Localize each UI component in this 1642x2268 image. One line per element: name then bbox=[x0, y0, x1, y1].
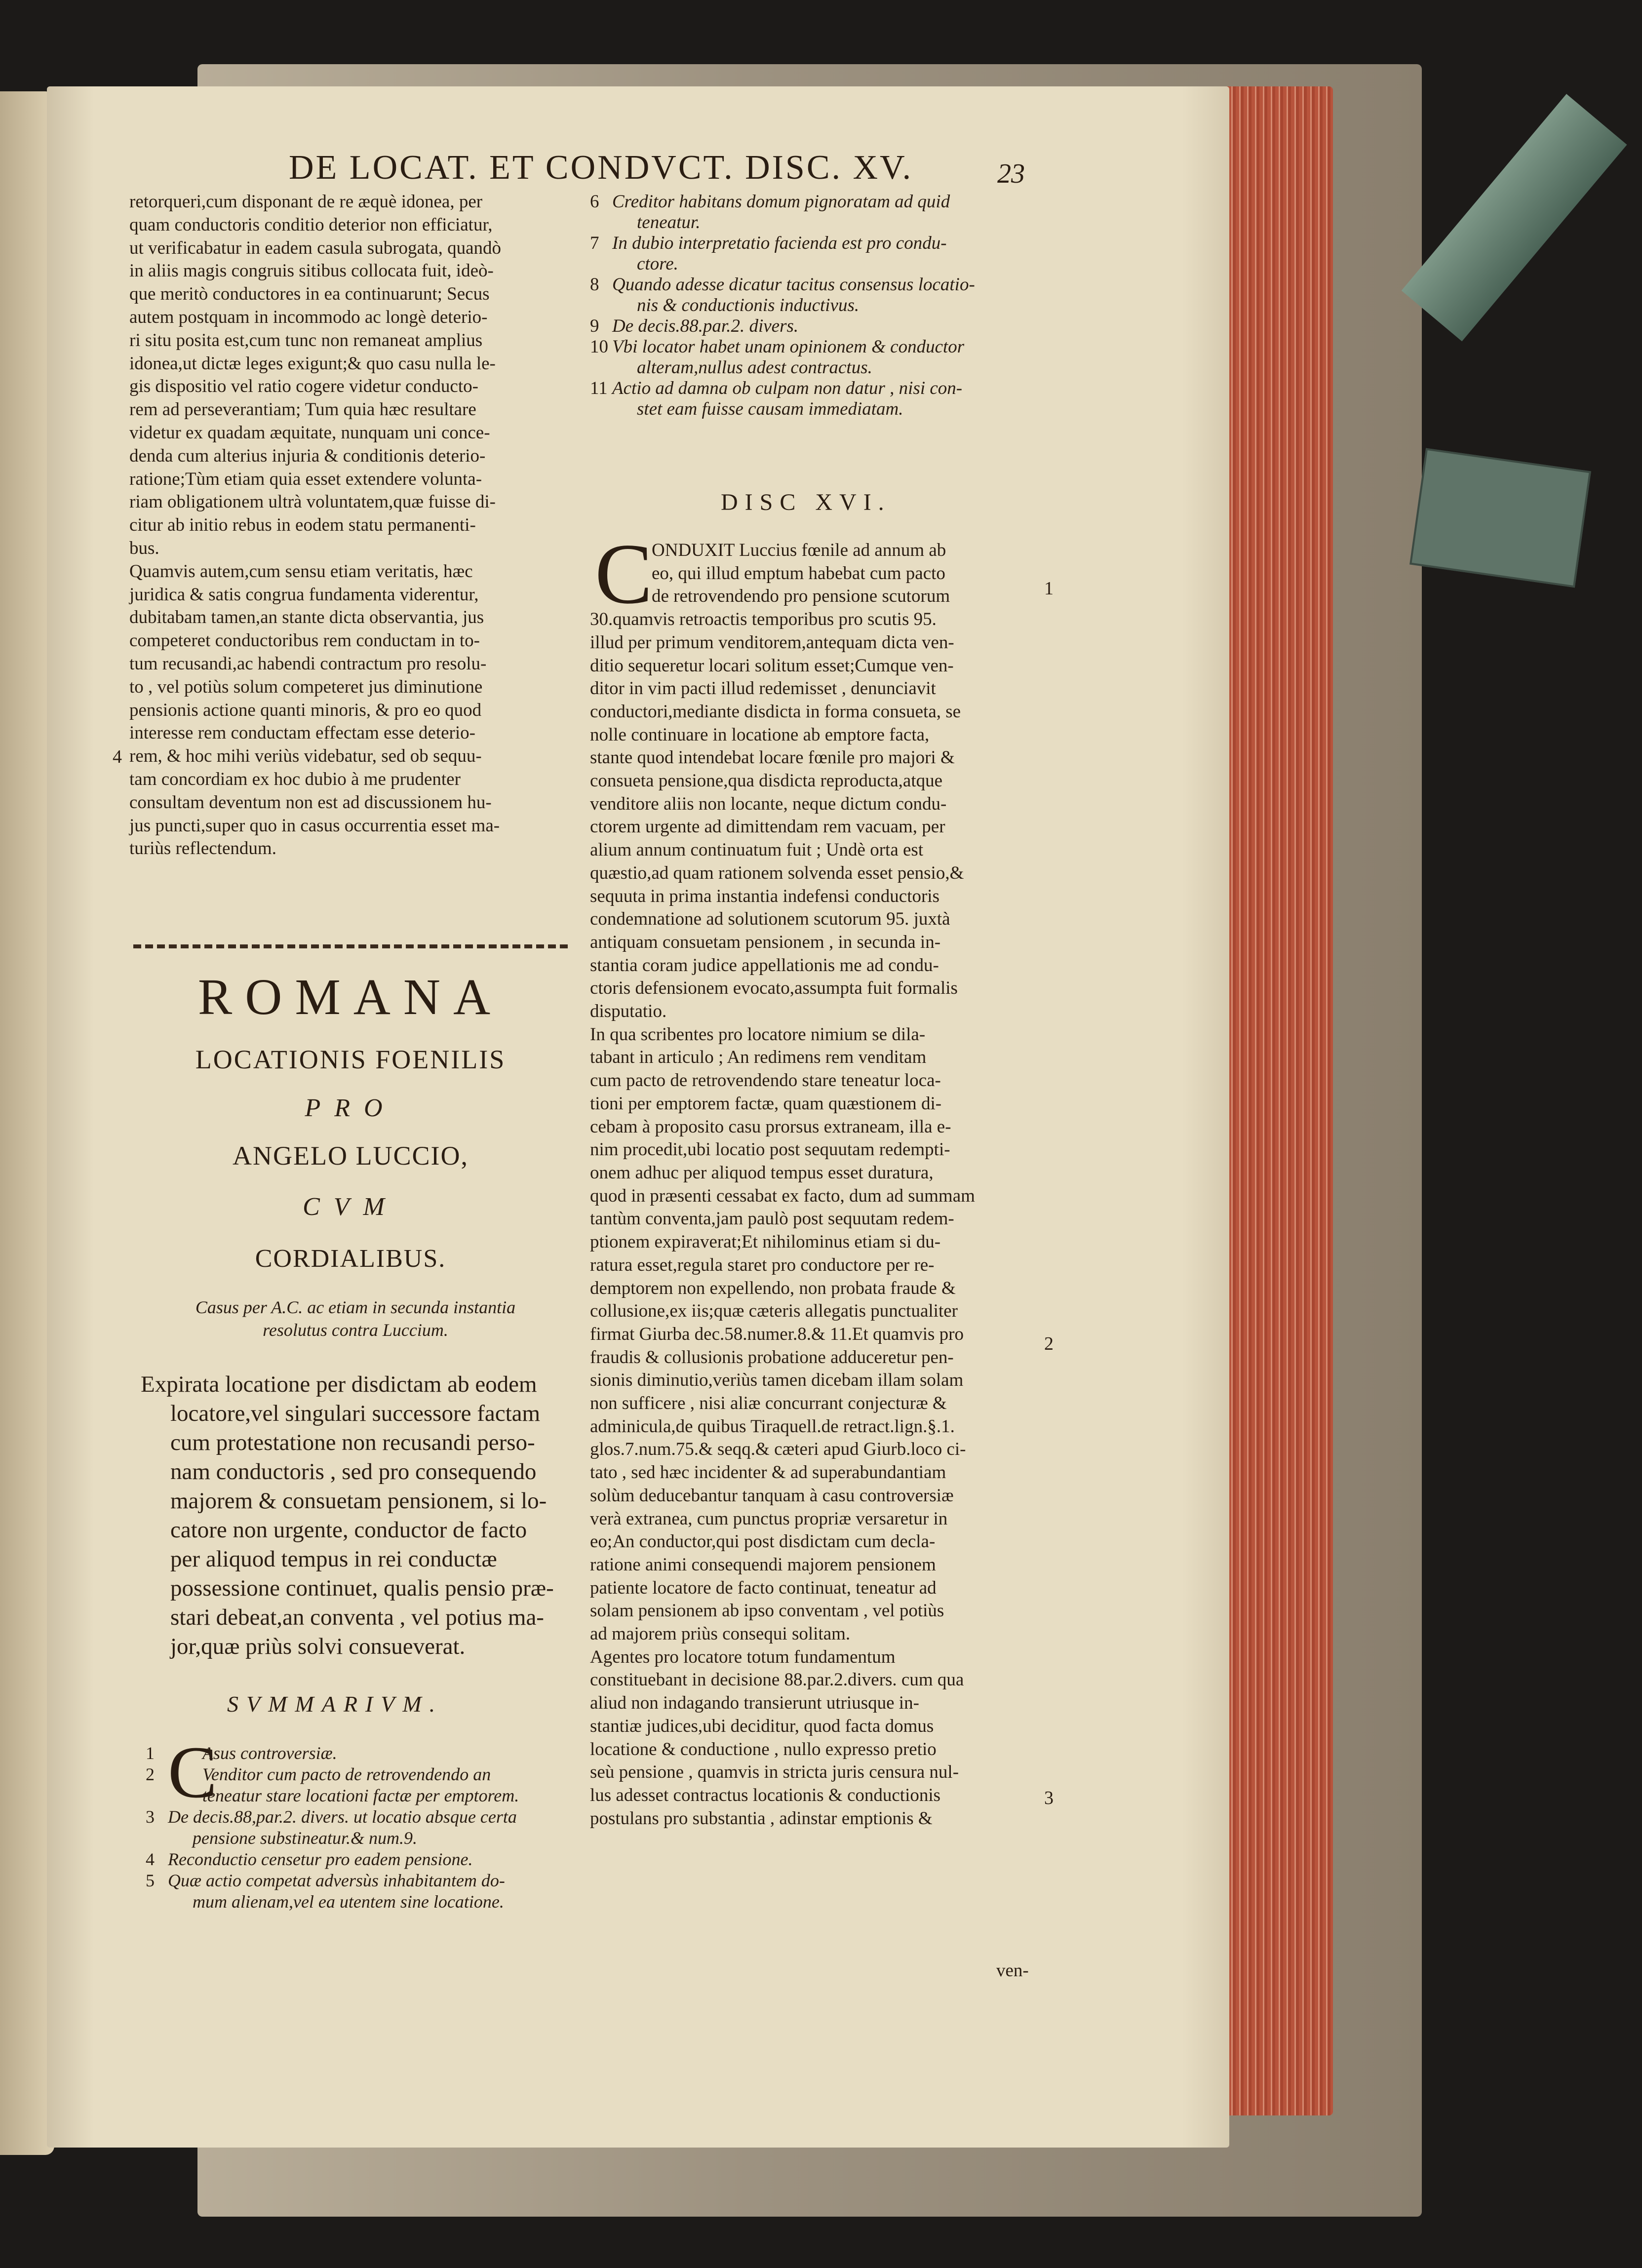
text-line: interesse rem conductam effectam esse deterio- bbox=[129, 723, 475, 743]
summarium-item bbox=[590, 337, 1034, 378]
summarium-item bbox=[590, 378, 1034, 420]
text-line: quæstio,ad quam rationem solvenda esset pensio,& bbox=[590, 862, 964, 883]
summarium-item bbox=[146, 1870, 575, 1913]
text-line: sionis diminutio,veriùs tamen dicebam illam solam bbox=[590, 1370, 964, 1391]
item-number: 3 bbox=[146, 1807, 155, 1827]
margin-number: 3 bbox=[1044, 1788, 1054, 1808]
text-line: nam conductoris , sed pro consequendo bbox=[170, 1459, 537, 1485]
text-line: solùm deducebantur tanquam à casu controversiæ bbox=[590, 1485, 954, 1506]
text-line: tato , sed hæc incidenter & ad superabundantiam bbox=[590, 1462, 946, 1483]
text-line: condemnatione ad solutionem scutorum 95. juxtà bbox=[590, 909, 950, 930]
summarium-list bbox=[146, 1743, 575, 1913]
text-line: verà extranea, cum punctus propriæ versaretur in bbox=[590, 1508, 948, 1529]
item-text: teneatur. bbox=[637, 212, 701, 233]
item-number: 1 bbox=[146, 1743, 155, 1763]
item-text: alteram,nullus adest contractus. bbox=[637, 357, 872, 378]
text-line: cebam à proposito casu prorsus extraneam, illa e- bbox=[590, 1116, 951, 1137]
text-line: bus. bbox=[129, 538, 159, 558]
text-line: competeret conductoribus rem conductam in to- bbox=[129, 630, 480, 651]
text-line: cum pacto de retrovendendo stare teneatur loca- bbox=[590, 1070, 941, 1091]
margin-number: 1 bbox=[1044, 578, 1054, 599]
summarium-item bbox=[146, 1849, 575, 1870]
margin-number: 4 bbox=[113, 746, 122, 767]
item-number: 6 bbox=[590, 192, 599, 212]
text-line: ptionem expiraverat;Et nihilominus etiam si du- bbox=[590, 1232, 941, 1252]
item-text: mum alienam,vel ea utentem sine locatione. bbox=[193, 1892, 504, 1912]
item-number: 8 bbox=[590, 274, 599, 295]
casus-note: Casus per A.C. ac etiam in secunda instantia resolutus contra Luccium. bbox=[195, 1297, 516, 1340]
text-line: venditore aliis non locante, neque dictum condu- bbox=[590, 793, 947, 814]
summarium-item bbox=[146, 1743, 575, 1764]
item-text: Vbi locator habet unam opinionem & conductor bbox=[612, 337, 965, 357]
text-line: glos.7.num.75.& seqq.& cæteri apud Giurb.loco ci- bbox=[590, 1439, 966, 1460]
section-divider bbox=[133, 944, 568, 948]
text-line: jor,quæ priùs solvi consueverat. bbox=[170, 1634, 466, 1659]
text-line: nolle continuare in locatione ab emptore facta, bbox=[590, 724, 930, 745]
text-line: tioni per emptorem factæ, quam quæstionem di- bbox=[590, 1093, 942, 1114]
text-line: tabant in articulo ; An redimens rem venditam bbox=[590, 1047, 927, 1068]
item-text: Quæ actio competat adversùs inhabitantem do- bbox=[168, 1871, 505, 1890]
summarium-item bbox=[590, 233, 1034, 274]
item-text: Venditor cum pacto de retrovendendo an bbox=[202, 1764, 491, 1784]
item-number: 7 bbox=[590, 233, 599, 253]
text-line: Quamvis autem,cum sensu etiam veritatis, hæc bbox=[129, 561, 473, 582]
item-number: 9 bbox=[590, 316, 599, 336]
summarium-item bbox=[146, 1764, 575, 1806]
text-line: autem postquam in incommodo ac longè deterio- bbox=[129, 307, 488, 327]
text-line: disputatio. bbox=[590, 1001, 667, 1022]
text-line: juridica & satis congrua fundamenta viderentur, bbox=[129, 584, 479, 605]
text-line: ratione animi consequendi majorem pensionem bbox=[590, 1554, 936, 1575]
item-text: In dubio interpretatio facienda est pro condu- bbox=[612, 233, 947, 253]
text-line: ut verificabatur in eadem casula subrogata, quandò bbox=[129, 237, 502, 258]
case-cum: CVM bbox=[303, 1193, 398, 1221]
text-line: postulans pro substantia , adinstar emptionis & bbox=[590, 1808, 933, 1829]
text-line: consueta pensione,qua disdicta reproducta,atque bbox=[590, 771, 943, 791]
metal-clasp-strap bbox=[1402, 94, 1627, 341]
text-line: ctorem urgente ad dimittendam rem vacuam, per bbox=[590, 817, 945, 837]
text-line: adminicula,de quibus Tiraquell.de retract.lign.§.1. bbox=[590, 1416, 955, 1437]
text-line: rem, & hoc mihi veriùs videbatur, sed ob sequu- bbox=[129, 746, 482, 767]
summarium-list-continued bbox=[590, 192, 1034, 420]
left-column-text bbox=[129, 191, 574, 860]
item-number: 2 bbox=[146, 1764, 155, 1784]
item-text: Reconductio censetur pro eadem pensione. bbox=[168, 1849, 473, 1869]
text-line: patiente locatore de facto continuat, teneatur ad bbox=[590, 1577, 937, 1598]
text-line: solam pensionem ab ipso conventam , vel potiùs bbox=[590, 1601, 944, 1621]
text-line: locatore,vel singulari successore factam bbox=[170, 1401, 541, 1426]
text-line: ad majorem priùs consequi solitam. bbox=[590, 1624, 851, 1644]
item-text: stet eam fuisse causam immediatam. bbox=[637, 399, 903, 419]
right-column-text bbox=[590, 539, 1034, 1830]
text-line: per aliquod tempus in rei conductæ bbox=[170, 1546, 497, 1572]
item-text: pensione substineatur.& num.9. bbox=[193, 1828, 417, 1848]
text-line: idonea,ut dictæ leges exigunt;& quo casu nulla le- bbox=[129, 353, 496, 374]
text-line: constituebant in decisione 88.par.2.divers. cum qua bbox=[590, 1670, 964, 1690]
text-line: consultam deventum non est ad discussionem hu- bbox=[129, 792, 492, 813]
item-text: Creditor habitans domum pignoratam ad quid bbox=[612, 192, 950, 212]
text-line: In qua scribentes pro locatore nimium se dila- bbox=[590, 1024, 926, 1045]
text-line: majorem & consuetam pensionem, si lo- bbox=[170, 1488, 547, 1514]
text-line: riam obligationem ultrà voluntatem,quæ fuisse di- bbox=[129, 492, 496, 512]
text-line: ditor in vim pacti illud redemisset , denunciavit bbox=[590, 678, 936, 699]
catchword: ven- bbox=[996, 1960, 1029, 1981]
drop-cap-disc: C bbox=[595, 526, 653, 622]
item-number: 10 bbox=[590, 337, 608, 357]
text-line: locatione & conductione , nullo expresso pretio bbox=[590, 1739, 937, 1760]
text-line: stantiæ judices,ubi deciditur, quod facta domus bbox=[590, 1716, 934, 1736]
running-title: DE LOCAT. ET CONDVCT. DISC. XV. bbox=[289, 149, 913, 187]
text-line: gis dispositio vel ratio cogere videtur conducto- bbox=[129, 376, 478, 397]
text-line: que meritò conductores in ea continuarunt; Secus bbox=[129, 284, 490, 305]
text-line: turiùs reflectendum. bbox=[129, 838, 276, 859]
text-line: fraudis & collusionis probatione adduceretur pen- bbox=[590, 1347, 954, 1368]
item-text: nis & conductionis inductivus. bbox=[637, 295, 860, 315]
text-line: citur ab initio rebus in eodem statu permanenti- bbox=[129, 515, 476, 536]
text-line: jus puncti,super quo in casus occurrentia esset ma- bbox=[129, 815, 500, 836]
item-text: teneatur stare locationi factæ per emptorem. bbox=[202, 1786, 519, 1805]
text-line: eo;An conductor,qui post disdictam cum decla- bbox=[590, 1531, 936, 1552]
text-line: ratione;Tùm etiam quia esset extendere volunta- bbox=[129, 469, 482, 489]
text-line: aliud non indagando transierunt utriusque in- bbox=[590, 1693, 919, 1714]
case-opponent: CORDIALIBUS. bbox=[255, 1245, 446, 1273]
text-line: possessione continuet, qualis pensio præ- bbox=[170, 1575, 554, 1601]
text-line: non sufficere , nisi aliæ concurrant conjecturæ & bbox=[590, 1393, 947, 1414]
text-line: ratura esset,regula staret pro conductore per re- bbox=[590, 1254, 935, 1275]
text-line: firmat Giurba dec.58.numer.8.& 11.Et quamvis pro bbox=[590, 1324, 964, 1344]
summarium-title: SVMMARIVM. bbox=[227, 1691, 443, 1717]
text-line: stari debeat,an conventa , vel potius ma- bbox=[170, 1604, 544, 1630]
text-line: lus adesset contractus locationis & conductionis bbox=[590, 1785, 941, 1805]
case-title: ROMANA bbox=[197, 969, 504, 1025]
text-line: quod in præsenti cessabat ex facto, dum ad summam bbox=[590, 1185, 975, 1206]
text-line: quam conductoris conditio deterior non efficiatur, bbox=[129, 214, 493, 235]
text-line: videtur ex quadam æquitate, nunquam uni conce- bbox=[129, 422, 490, 443]
drop-cap-summarium: C bbox=[168, 1731, 218, 1813]
text-line: catore non urgente, conductor de facto bbox=[170, 1517, 527, 1543]
text-line: seù pensione , quamvis in stricta juris censura nul- bbox=[590, 1762, 959, 1783]
text-line: sequuta in prima instantia indefensi conductoris bbox=[590, 886, 939, 906]
text-line: de retrovendendo pro pensione scutorum bbox=[652, 586, 950, 607]
case-party: ANGELO LUCCIO, bbox=[233, 1141, 469, 1171]
text-line: demptorem non expellendo, non probata fraude & bbox=[590, 1278, 956, 1298]
text-line: nim procedit,ubi locatio post sequutam redempti- bbox=[590, 1139, 950, 1160]
disc-heading: DISC XVI. bbox=[721, 489, 891, 515]
text-line: antiquam consuetam pensionem , in secunda in- bbox=[590, 932, 941, 952]
item-number: 4 bbox=[146, 1849, 155, 1869]
item-number: 11 bbox=[590, 378, 608, 398]
text-line: stante quod intendebat locare fœnile pro majori & bbox=[590, 747, 955, 768]
facing-page-edge bbox=[0, 91, 54, 2155]
case-pro: PRO bbox=[305, 1094, 396, 1122]
text-line: tam concordiam ex hoc dubio à me prudenter bbox=[129, 769, 461, 789]
text-line: dubitabam tamen,an stante dicta observantia, jus bbox=[129, 607, 484, 628]
item-text: De decis.88.par.2. divers. bbox=[612, 316, 799, 336]
text-line: ctoris defensionem evocato,assumpta fuit formalis bbox=[590, 978, 958, 999]
text-line: pensionis actione quanti minoris, & pro eo quod bbox=[129, 700, 482, 720]
item-text: Asus controversiæ. bbox=[202, 1743, 337, 1763]
case-summary-intro bbox=[141, 1370, 575, 1661]
item-text: ctore. bbox=[637, 254, 678, 274]
summarium-item bbox=[590, 192, 1034, 233]
text-line: tantùm conventa,jam paulò post sequutam redem- bbox=[590, 1209, 954, 1229]
text-line: ri situ posita est,cum tunc non remaneat amplius bbox=[129, 330, 483, 351]
case-subtitle: LOCATIONIS FOENILIS bbox=[195, 1045, 506, 1074]
text-line: in aliis magis congruis sitibus collocata fuit, ideò- bbox=[129, 261, 494, 281]
summarium-item bbox=[590, 316, 1034, 337]
red-page-edges bbox=[1212, 86, 1333, 2115]
text-line: cum protestatione non recusandi perso- bbox=[170, 1430, 535, 1455]
text-line: retorqueri,cum disponant de re æquè idonea, per bbox=[129, 192, 483, 212]
item-text: Quando adesse dicatur tacitus consensus locatio- bbox=[612, 274, 975, 295]
text-line: alium annum continuatum fuit ; Undè orta est bbox=[590, 840, 924, 860]
text-line: ONDUXIT Luccius fœnile ad annum ab bbox=[652, 540, 946, 560]
text-line: to , vel potiùs solum competeret jus diminutione bbox=[129, 676, 483, 697]
text-line: tum recusandi,ac habendi contractum pro resolu- bbox=[129, 653, 487, 674]
item-number: 5 bbox=[146, 1871, 155, 1890]
summarium-item bbox=[590, 274, 1034, 316]
text-line: Agentes pro locatore totum fundamentum bbox=[590, 1646, 896, 1667]
text-line: eo, qui illud emptum habebat cum pacto bbox=[652, 563, 945, 584]
text-line: stantia coram judice appellationis me ad condu- bbox=[590, 955, 939, 976]
text-line: illud per primum venditorem,antequam dicta ven- bbox=[590, 632, 954, 653]
text-line: conductori,mediante disdicta in forma consueta, se bbox=[590, 701, 961, 722]
text-line: collusione,ex iis;quæ cæteris allegatis punctualiter bbox=[590, 1301, 958, 1322]
text-line: rem ad perseverantiam; Tum quia hæc resultare bbox=[129, 399, 476, 420]
summarium-item bbox=[146, 1806, 575, 1849]
text-line: onem adhuc per aliquod tempus esset duratura, bbox=[590, 1162, 934, 1183]
text-line: 30.quamvis retroactis temporibus pro scutis 95. bbox=[590, 609, 937, 630]
item-text: De decis.88,par.2. divers. ut locatio absque certa bbox=[168, 1807, 517, 1827]
margin-number: 2 bbox=[1044, 1333, 1054, 1354]
metal-clasp-plate bbox=[1409, 448, 1591, 588]
text-line: ditio sequeretur locari solitum esset;Cumque ven- bbox=[590, 655, 954, 676]
page-number: 23 bbox=[997, 158, 1025, 189]
text-line: denda cum alterius injuria & conditionis deterio- bbox=[129, 445, 486, 466]
item-text: Actio ad damna ob culpam non datur , nisi con- bbox=[612, 378, 963, 398]
text-line: Expirata locatione per disdictam ab eodem bbox=[141, 1371, 537, 1397]
